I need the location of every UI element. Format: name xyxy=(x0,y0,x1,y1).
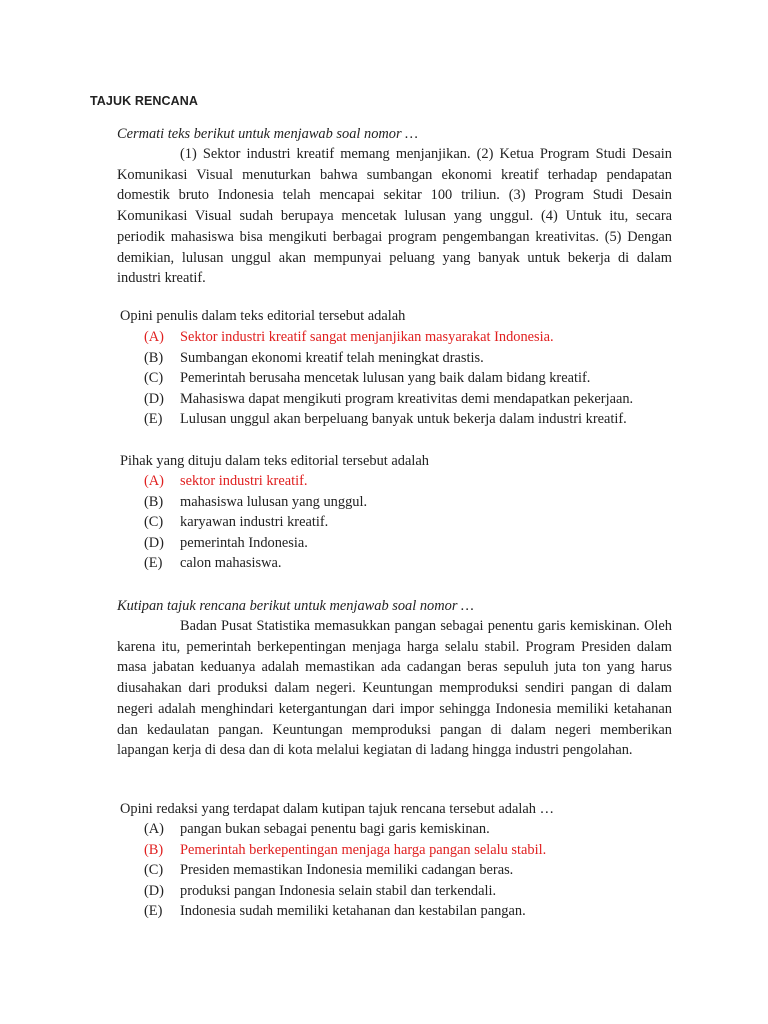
option-letter: (A) xyxy=(144,473,164,489)
question-3-options xyxy=(117,819,672,922)
option-text: sektor industri kreatif. xyxy=(180,473,308,489)
option-letter: (D) xyxy=(144,882,164,899)
option-text: mahasiswa lulusan yang unggul. xyxy=(180,493,368,510)
option-text: Sumbangan ekonomi kreatif telah meningkat drastis. xyxy=(180,349,484,366)
question-3: Opini redaksi yang terdapat dalam kutipan tajuk rencana tersebut adalah … xyxy=(120,801,554,817)
option-text: Pemerintah berkepentingan menjaga harga pangan selalu stabil. xyxy=(180,841,547,858)
option-letter: (A) xyxy=(144,821,164,837)
option-b xyxy=(117,492,672,513)
option-c xyxy=(117,860,672,881)
option-letter: (B) xyxy=(144,493,164,510)
section1-intro: Cermati teks berikut untuk menjawab soal nomor … xyxy=(117,126,418,142)
section1-passage: (1) Sektor industri kreatif memang menjanjikan. (2) Ketua Program Studi Desain Komunikasi Visual menuturkan bahwa sumbangan ekonomi kreatif terhadap pendapatan domestik bruto Indonesia telah mencapai sekitar 100 triliun. (3) Program Studi Desain Komunikasi Visual sudah berupaya mencetak lulusan yang unggul. (4) Untuk itu, secara periodik mahasiswa bisa mengikuti berbagai program pengembangan kreativitas. (5) Dengan demikian, lulusan unggul akan mempunyai peluang yang banyak untuk bekerja di dalam industri kreatif. xyxy=(117,146,672,287)
option-letter: (A) xyxy=(144,329,164,345)
option-c xyxy=(117,512,672,533)
page-title: TAJUK RENCANA xyxy=(90,94,199,108)
option-text: Indonesia sudah memiliki ketahanan dan kestabilan pangan. xyxy=(180,903,526,919)
option-text: pemerintah Indonesia. xyxy=(180,534,308,551)
option-text: Mahasiswa dapat mengikuti program kreativitas demi mendapatkan pekerjaan. xyxy=(180,390,634,407)
option-letter: (E) xyxy=(144,903,163,919)
option-letter: (C) xyxy=(144,862,164,878)
option-a xyxy=(117,471,672,492)
option-letter: (B) xyxy=(144,349,164,366)
question-1-options xyxy=(117,327,672,430)
option-letter: (C) xyxy=(144,514,164,530)
option-text: karyawan industri kreatif. xyxy=(180,514,329,530)
option-d xyxy=(117,533,672,554)
option-c xyxy=(117,368,672,389)
option-text: pangan bukan sebagai penentu bagi garis kemiskinan. xyxy=(180,821,490,837)
option-letter: (D) xyxy=(144,390,164,407)
option-letter: (D) xyxy=(144,534,164,551)
question-2-options xyxy=(117,471,672,574)
option-letter: (C) xyxy=(144,370,164,386)
question-1: Opini penulis dalam teks editorial tersebut adalah xyxy=(120,308,406,324)
option-d xyxy=(117,881,672,902)
section2-passage: Badan Pusat Statistika memasukkan pangan sebagai penentu garis kemiskinan. Oleh karena itu, pemerintah berkepentingan menjaga harga selalu stabil. Program Presiden dalam masa jabatan keduanya adalah memastikan ada cadangan beras sepuluh juta ton yang harus diusahakan dari produksi dalam negeri. Keuntungan memproduksi sendiri pangan di dalam negeri adalah menghindari ketergantungan dari impor sehingga Indonesia memiliki ketahanan dan kedaulatan pangan. Keuntungan memproduksi pangan di dalam negeri memberikan lapangan kerja di desa dan di kota melalui kegiatan di ladang hingga industri pengolahan. xyxy=(117,618,672,759)
option-a xyxy=(117,327,672,348)
option-b xyxy=(117,840,672,861)
option-text: produksi pangan Indonesia selain stabil dan terkendali. xyxy=(180,882,497,899)
option-letter: (B) xyxy=(144,841,164,858)
option-text: Presiden memastikan Indonesia memiliki cadangan beras. xyxy=(180,862,514,878)
option-letter: (E) xyxy=(144,411,163,427)
option-e xyxy=(117,901,672,922)
option-text: Pemerintah berusaha mencetak lulusan yang baik dalam bidang kreatif. xyxy=(180,370,591,386)
option-a xyxy=(117,819,672,840)
option-text: calon mahasiswa. xyxy=(180,555,282,571)
option-d xyxy=(117,389,672,410)
option-b xyxy=(117,348,672,369)
option-e xyxy=(117,553,672,574)
option-text: Sektor industri kreatif sangat menjanjikan masyarakat Indonesia. xyxy=(180,329,554,345)
section2-intro: Kutipan tajuk rencana berikut untuk menjawab soal nomor … xyxy=(117,598,474,614)
option-letter: (E) xyxy=(144,555,163,571)
option-text: Lulusan unggul akan berpeluang banyak untuk bekerja dalam industri kreatif. xyxy=(180,411,627,427)
option-e xyxy=(117,409,672,430)
question-2: Pihak yang dituju dalam teks editorial tersebut adalah xyxy=(120,453,429,469)
